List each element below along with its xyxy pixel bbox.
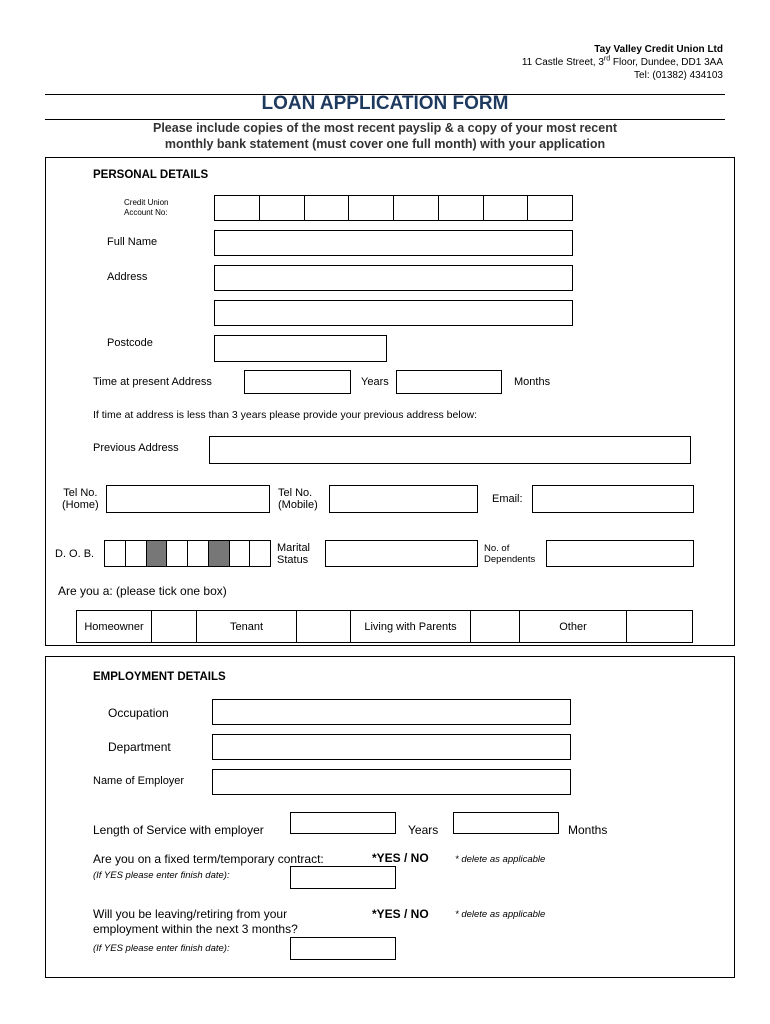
occupation-field[interactable] xyxy=(212,699,571,725)
leaving-delete-note: * delete as applicable xyxy=(455,909,546,920)
length-of-service-label: Length of Service with employer xyxy=(93,823,264,837)
leaving-yes-no[interactable]: *YES / NO xyxy=(372,907,429,921)
address-field-line-2[interactable] xyxy=(214,300,573,326)
leaving-question: Will you be leaving/retiring from your employment within the next 3 months? xyxy=(93,907,298,936)
company-tel: Tel: (01382) 434103 xyxy=(634,70,723,81)
tel-home-label: Tel No. (Home) xyxy=(62,487,99,511)
occupation-label: Occupation xyxy=(108,706,169,720)
address-label: Address xyxy=(107,271,148,283)
fixed-term-delete-note: * delete as applicable xyxy=(455,854,546,865)
option-living-with-parents-box[interactable] xyxy=(471,611,520,642)
service-months-label: Months xyxy=(568,823,608,837)
tel-mobile-field[interactable] xyxy=(329,485,478,513)
account-number-field[interactable] xyxy=(214,195,573,221)
company-address: 11 Castle Street, 3rd Floor, Dundee, DD1 3AA xyxy=(521,55,723,68)
option-tenant-label: Tenant xyxy=(197,611,297,642)
full-name-field[interactable] xyxy=(214,230,573,256)
fixed-term-finish-date-label: (If YES please enter finish date): xyxy=(93,870,230,881)
service-years-field[interactable] xyxy=(290,812,396,834)
header-rule-bottom xyxy=(45,119,725,120)
residence-question: Are you a: (please tick one box) xyxy=(58,584,227,598)
time-months-field[interactable] xyxy=(396,370,502,394)
email-field[interactable] xyxy=(532,485,694,513)
fixed-term-yes-no[interactable]: *YES / NO xyxy=(372,851,429,865)
tel-home-field[interactable] xyxy=(106,485,270,513)
department-label: Department xyxy=(108,740,171,754)
leaving-finish-date-field[interactable] xyxy=(290,937,396,960)
postcode-label: Postcode xyxy=(107,337,153,349)
account-label: Credit Union Account No: xyxy=(124,198,169,217)
instructions-line-1: Please include copies of the most recent payslip & a copy of your most recent xyxy=(152,121,618,135)
form-title: LOAN APPLICATION FORM xyxy=(261,93,509,114)
dob-label: D. O. B. xyxy=(55,548,95,560)
dependents-field[interactable] xyxy=(546,540,694,567)
marital-status-label: Marital Status xyxy=(277,542,311,566)
service-months-field[interactable] xyxy=(453,812,559,834)
option-homeowner-label: Homeowner xyxy=(77,611,152,642)
previous-address-field[interactable] xyxy=(209,436,691,464)
full-name-label: Full Name xyxy=(107,236,158,248)
department-field[interactable] xyxy=(212,734,571,760)
previous-address-note: If time at address is less than 3 years please provide your previous address below: xyxy=(93,409,478,421)
time-years-field[interactable] xyxy=(244,370,351,394)
option-other-label: Other xyxy=(520,611,627,642)
email-label: Email: xyxy=(492,493,523,505)
option-other-box[interactable] xyxy=(627,611,692,642)
time-months-label: Months xyxy=(514,376,551,388)
employment-details-heading: EMPLOYMENT DETAILS xyxy=(93,671,226,683)
fixed-term-finish-date-field[interactable] xyxy=(290,866,396,889)
option-living-with-parents-label: Living with Parents xyxy=(351,611,471,642)
time-years-label: Years xyxy=(361,376,389,388)
leaving-finish-date-label: (If YES please enter finish date): xyxy=(93,943,230,954)
marital-status-field[interactable] xyxy=(325,540,478,567)
instructions-line-2: monthly bank statement (must cover one full month) with your application xyxy=(164,137,606,151)
tel-mobile-label: Tel No. (Mobile) xyxy=(278,487,318,511)
dob-field[interactable] xyxy=(104,540,271,567)
postcode-field[interactable] xyxy=(214,335,387,362)
employer-label: Name of Employer xyxy=(93,775,185,787)
company-name: Tay Valley Credit Union Ltd xyxy=(594,44,723,55)
employer-field[interactable] xyxy=(212,769,571,795)
residence-options xyxy=(76,610,693,643)
address-field-line-1[interactable] xyxy=(214,265,573,291)
previous-address-label: Previous Address xyxy=(93,442,179,454)
dependents-label: No. of Dependents xyxy=(484,543,536,565)
personal-details-heading: PERSONAL DETAILS xyxy=(93,169,209,181)
service-years-label: Years xyxy=(408,823,439,837)
time-at-address-label: Time at present Address xyxy=(93,376,212,388)
option-tenant-box[interactable] xyxy=(297,611,351,642)
fixed-term-question: Are you on a fixed term/temporary contract: xyxy=(93,852,324,866)
option-homeowner-box[interactable] xyxy=(152,611,197,642)
